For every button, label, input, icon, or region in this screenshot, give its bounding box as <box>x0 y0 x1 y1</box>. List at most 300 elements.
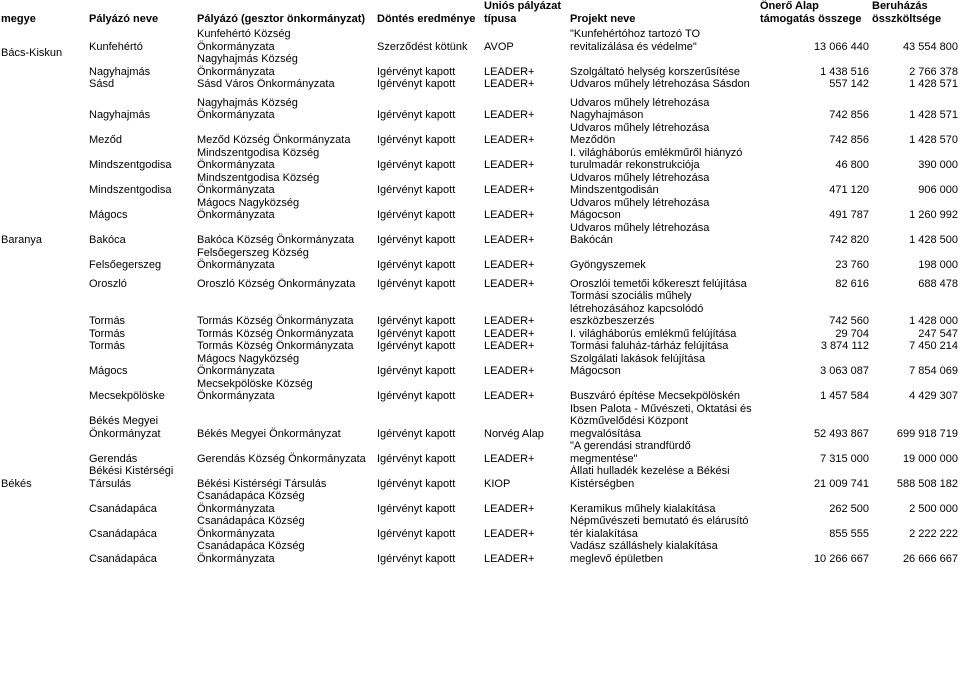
table-row <box>0 197 960 222</box>
cell-gesztor <box>196 378 376 403</box>
header-megye: megye <box>1 13 36 25</box>
table-row <box>0 53 960 78</box>
cell-projekt <box>569 290 759 328</box>
cell-gesztor <box>196 28 376 53</box>
cell-dontes <box>376 197 483 222</box>
megye-text: Békés <box>1 477 32 490</box>
dontes-text: Igérvényt kapott <box>377 477 456 490</box>
beruhazas-text: 1 428 570 <box>909 134 958 146</box>
cell-beruhazas <box>871 222 960 247</box>
cell-palyazo-neve <box>88 53 196 78</box>
nev-line: Békési Kistérségi <box>89 465 174 477</box>
cell-palyazo-neve <box>88 78 196 91</box>
beruhazas-text: 2 766 378 <box>909 65 958 78</box>
cell-projekt <box>569 440 759 465</box>
cell-projekt <box>569 328 759 341</box>
tipus-text: LEADER+ <box>484 340 535 352</box>
cell-dontes <box>376 490 483 515</box>
beruhazas-text: 688 478 <box>918 277 958 290</box>
table-row <box>0 122 960 147</box>
cell-beruhazas <box>871 290 960 328</box>
cell-projekt <box>569 97 759 122</box>
cell-onero <box>759 147 871 172</box>
onero-text: 29 704 <box>835 327 869 340</box>
cell-gesztor <box>196 540 376 565</box>
cell-onero <box>759 78 871 91</box>
projekt-line: "A gerendási strandfürdő <box>570 440 691 452</box>
cell-tipus <box>483 290 569 328</box>
cell-dontes <box>376 172 483 197</box>
cell-projekt <box>569 490 759 515</box>
projekt-line: megmentése" <box>570 452 638 465</box>
cell-palyazo-neve <box>88 278 196 291</box>
projekt-line: Mágocson <box>570 365 621 377</box>
projekt-line: Ibsen Palota - Művészeti, Oktatási és <box>570 402 752 415</box>
cell-projekt <box>569 515 759 540</box>
onero-text: 471 120 <box>829 184 869 196</box>
projekt-line: Meződön <box>570 134 616 146</box>
gesztor-line: Önkormányzata <box>197 109 275 121</box>
table-row <box>0 222 960 247</box>
gesztor-line: Önkormányzata <box>197 365 275 377</box>
dontes-text: Igérvényt kapott <box>377 159 456 171</box>
projekt-line: Keramikus műhely kialakítása <box>570 502 716 515</box>
nev-text: Mindszentgodisa <box>89 159 172 171</box>
gesztor-line: Mágocs Nagyközség <box>197 196 300 209</box>
cell-onero <box>759 515 871 540</box>
cell-palyazo-neve <box>88 222 196 247</box>
table-row <box>0 28 960 53</box>
cell-beruhazas <box>871 403 960 441</box>
cell-beruhazas <box>871 78 960 91</box>
cell-tipus <box>483 490 569 515</box>
nev-text: Oroszló <box>89 277 127 290</box>
cell-tipus <box>483 403 569 441</box>
onero-text: 742 820 <box>829 234 869 246</box>
cell-projekt <box>569 122 759 147</box>
beruhazas-text: 2 222 222 <box>909 527 958 540</box>
table-row <box>0 97 960 122</box>
cell-palyazo-neve <box>88 378 196 403</box>
table-row <box>0 172 960 197</box>
beruhazas-text: 43 554 800 <box>902 40 958 53</box>
cell-dontes <box>376 28 483 53</box>
dontes-text: Igérvényt kapott <box>377 327 456 340</box>
cell-projekt <box>569 247 759 272</box>
cell-megye <box>0 78 88 403</box>
gesztor-line: Önkormányzata <box>197 209 275 221</box>
projekt-line: I. világháborús emlékmű felújítása <box>570 327 737 340</box>
projekt-line: meglevő épületben <box>570 552 663 565</box>
cell-projekt <box>569 403 759 441</box>
cell-gesztor <box>196 290 376 328</box>
header-palyazo-neve: Pályázó neve <box>89 13 159 25</box>
cell-beruhazas <box>871 328 960 341</box>
nev-text: Tormás <box>89 327 126 340</box>
dontes-text: Igérvényt kapott <box>377 134 456 146</box>
cell-gesztor <box>196 122 376 147</box>
tipus-text: LEADER+ <box>484 159 535 171</box>
cell-projekt <box>569 340 759 353</box>
beruhazas-text: 1 428 571 <box>909 78 958 90</box>
cell-gesztor <box>196 197 376 222</box>
beruhazas-text: 247 547 <box>918 327 958 340</box>
cell-tipus <box>483 278 569 291</box>
beruhazas-text: 198 000 <box>918 259 958 271</box>
dontes-text: Igérvényt kapott <box>377 78 456 90</box>
tipus-text: LEADER+ <box>484 452 535 465</box>
cell-palyazo-neve <box>88 353 196 378</box>
cell-tipus <box>483 340 569 353</box>
dontes-text: Igérvényt kapott <box>377 315 456 327</box>
projekt-line: létrehozásához kapcsolódó <box>570 302 704 315</box>
tipus-text: LEADER+ <box>484 277 535 290</box>
beruhazas-text: 1 428 500 <box>909 234 958 246</box>
cell-gesztor <box>196 440 376 465</box>
header-row <box>0 0 960 28</box>
cell-dontes <box>376 403 483 441</box>
table-row <box>0 440 960 465</box>
cell-onero <box>759 403 871 441</box>
nev-line: Békés Megyei <box>89 415 159 427</box>
cell-palyazo-neve <box>88 515 196 540</box>
table-row <box>0 340 960 353</box>
onero-text: 21 009 741 <box>813 477 869 490</box>
header-beruhazas-line1: Beruházás <box>872 0 928 12</box>
cell-palyazo-neve <box>88 540 196 565</box>
cell-beruhazas <box>871 147 960 172</box>
cell-onero <box>759 353 871 378</box>
cell-tipus <box>483 378 569 403</box>
cell-beruhazas <box>871 540 960 565</box>
header-unios-line1: Uniós pályázat <box>484 0 562 12</box>
tipus-text: LEADER+ <box>484 502 535 515</box>
cell-tipus <box>483 78 569 91</box>
onero-text: 1 438 516 <box>820 65 869 78</box>
cell-beruhazas <box>871 247 960 272</box>
tipus-text: KIOP <box>484 477 511 490</box>
cell-gesztor <box>196 278 376 291</box>
cell-tipus <box>483 540 569 565</box>
dontes-text: Igérvényt kapott <box>377 209 456 221</box>
cell-onero <box>759 53 871 78</box>
cell-dontes <box>376 247 483 272</box>
onero-text: 3 063 087 <box>820 365 869 377</box>
cell-projekt <box>569 540 759 565</box>
table-row <box>0 247 960 272</box>
cell-dontes <box>376 378 483 403</box>
nev-text: Mecsekpölöske <box>89 390 165 402</box>
nev-text: Nagyhajmás <box>89 109 151 121</box>
cell-gesztor <box>196 353 376 378</box>
megye-text: Baranya <box>1 234 42 246</box>
cell-tipus <box>483 328 569 341</box>
tipus-text: LEADER+ <box>484 209 535 221</box>
onero-text: 1 457 584 <box>820 390 869 402</box>
dontes-text: Igérvényt kapott <box>377 452 456 465</box>
cell-tipus <box>483 97 569 122</box>
cell-dontes <box>376 353 483 378</box>
header-onero-line2: támogatás összege <box>760 13 862 25</box>
cell-palyazo-neve <box>88 290 196 328</box>
dontes-text: Szerződést kötünk <box>377 40 468 53</box>
tipus-text: LEADER+ <box>484 390 535 402</box>
cell-onero <box>759 490 871 515</box>
nev-line: Önkormányzat <box>89 427 161 440</box>
table-row <box>0 540 960 565</box>
onero-text: 742 856 <box>829 134 869 146</box>
dontes-text: Igérvényt kapott <box>377 552 456 565</box>
onero-text: 82 616 <box>835 277 869 290</box>
onero-text: 23 760 <box>835 259 869 271</box>
cell-dontes <box>376 278 483 291</box>
beruhazas-text: 4 429 307 <box>909 390 958 402</box>
gesztor-line: Tormás Község Önkormányzata <box>197 315 354 327</box>
header-unios-tipus <box>483 0 569 28</box>
cell-tipus <box>483 353 569 378</box>
beruhazas-text: 26 666 667 <box>902 552 958 565</box>
cell-gesztor <box>196 515 376 540</box>
cell-beruhazas <box>871 490 960 515</box>
cell-projekt <box>569 222 759 247</box>
cell-dontes <box>376 53 483 78</box>
nev-text: Mágocs <box>89 209 128 221</box>
dontes-text: Igérvényt kapott <box>377 427 456 440</box>
cell-palyazo-neve <box>88 340 196 353</box>
gesztor-line: Mindszentgodisa Község <box>197 146 320 159</box>
cell-dontes <box>376 465 483 490</box>
cell-dontes <box>376 222 483 247</box>
cell-tipus <box>483 172 569 197</box>
projekt-line: megvalósítása <box>570 427 641 440</box>
projekt-line: Tormási faluház-tárház felújítása <box>570 340 729 352</box>
projekt-line: eszközbeszerzés <box>570 315 655 327</box>
cell-onero <box>759 540 871 565</box>
cell-onero <box>759 122 871 147</box>
cell-gesztor <box>196 222 376 247</box>
table-row <box>0 353 960 378</box>
projekt-line: Udvaros műhely létrehozása <box>570 196 710 209</box>
onero-text: 13 066 440 <box>813 40 869 53</box>
header-unios-line2: típusa <box>484 13 517 25</box>
table-row <box>0 328 960 341</box>
dontes-text: Igérvényt kapott <box>377 502 456 515</box>
cell-tipus <box>483 440 569 465</box>
cell-palyazo-neve <box>88 28 196 53</box>
cell-onero <box>759 378 871 403</box>
cell-projekt <box>569 353 759 378</box>
cell-palyazo-neve <box>88 465 196 490</box>
tipus-text: LEADER+ <box>484 315 535 327</box>
gesztor-line: Meződ Község Önkormányzata <box>197 134 351 146</box>
cell-tipus <box>483 147 569 172</box>
cell-beruhazas <box>871 278 960 291</box>
cell-megye <box>0 403 88 566</box>
tipus-text: LEADER+ <box>484 109 535 121</box>
projekt-line: Oroszlói temetői kőkereszt felújítása <box>570 277 747 290</box>
cell-onero <box>759 278 871 291</box>
header-gesztor: Pályázó (gesztor önkormányzat) <box>197 13 366 25</box>
cell-beruhazas <box>871 53 960 78</box>
gesztor-line: Csanádapáca Község <box>197 490 305 502</box>
beruhazas-text: 1 428 000 <box>909 315 958 327</box>
dontes-text: Igérvényt kapott <box>377 277 456 290</box>
gesztor-line: Önkormányzata <box>197 527 275 540</box>
nev-text: Csanádapáca <box>89 502 157 515</box>
beruhazas-text: 906 000 <box>918 184 958 196</box>
projekt-line: Buszváró építése Mecsekpölöskén <box>570 390 740 402</box>
gesztor-line: Tormás Község Önkormányzata <box>197 327 354 340</box>
cell-projekt <box>569 28 759 53</box>
onero-text: 3 874 112 <box>820 340 869 352</box>
dontes-text: Igérvényt kapott <box>377 365 456 377</box>
nev-text: Kunfehértó <box>89 40 143 53</box>
tipus-text: LEADER+ <box>484 327 535 340</box>
onero-text: 52 493 867 <box>813 427 869 440</box>
gesztor-line: Mindszentgodisa Község <box>197 171 320 184</box>
cell-onero <box>759 290 871 328</box>
cell-beruhazas <box>871 172 960 197</box>
onero-text: 855 555 <box>829 527 869 540</box>
onero-text: 10 266 667 <box>813 552 869 565</box>
gesztor-line: Önkormányzata <box>197 552 275 565</box>
cell-palyazo-neve <box>88 122 196 147</box>
tipus-text: Norvég Alap <box>484 427 544 440</box>
cell-tipus <box>483 197 569 222</box>
cell-projekt <box>569 147 759 172</box>
table-row <box>0 515 960 540</box>
projekt-line: Udvaros műhely létrehozása <box>570 171 710 184</box>
projekt-line: Állati hulladék kezelése a Békési <box>570 465 730 477</box>
beruhazas-text: 1 260 992 <box>909 209 958 221</box>
cell-projekt <box>569 78 759 91</box>
projekt-line: Udvaros műhely létrehozása <box>570 96 710 109</box>
megye-text: Bács-Kiskun <box>1 46 63 59</box>
gesztor-line: Nagyhajmás Község <box>197 96 298 109</box>
cell-dontes <box>376 122 483 147</box>
cell-palyazo-neve <box>88 490 196 515</box>
tipus-text: LEADER+ <box>484 184 535 196</box>
beruhazas-text: 588 508 182 <box>896 477 958 490</box>
onero-text: 491 787 <box>829 209 869 221</box>
cell-tipus <box>483 53 569 78</box>
gesztor-line: Gerendás Község Önkormányzata <box>197 452 366 465</box>
cell-gesztor <box>196 147 376 172</box>
cell-onero <box>759 222 871 247</box>
onero-text: 742 560 <box>829 315 869 327</box>
gesztor-line: Önkormányzata <box>197 40 275 53</box>
projekt-line: Udvaros műhely létrehozása Sásdon <box>570 78 750 90</box>
cell-dontes <box>376 515 483 540</box>
gesztor-line: Csanádapáca Község <box>197 540 305 552</box>
nev-text: Tormás <box>89 340 126 352</box>
beruhazas-text: 7 450 214 <box>909 340 958 352</box>
gesztor-line: Önkormányzata <box>197 502 275 515</box>
dontes-text: Igérvényt kapott <box>377 527 456 540</box>
gesztor-line: Bakóca Község Önkormányzata <box>197 234 355 246</box>
dontes-text: Igérvényt kapott <box>377 390 456 402</box>
table-row <box>0 290 960 328</box>
beruhazas-text: 390 000 <box>918 159 958 171</box>
tipus-text: LEADER+ <box>484 78 535 90</box>
nev-text: Tormás <box>89 315 126 327</box>
cell-dontes <box>376 440 483 465</box>
dontes-text: Igérvényt kapott <box>377 259 456 271</box>
gesztor-line: Önkormányzata <box>197 184 275 196</box>
cell-palyazo-neve <box>88 97 196 122</box>
gesztor-line: Oroszló Község Önkormányzata <box>197 277 356 290</box>
cell-tipus <box>483 222 569 247</box>
tipus-text: LEADER+ <box>484 552 535 565</box>
cell-tipus <box>483 465 569 490</box>
gesztor-line: Sásd Város Önkormányzata <box>197 78 335 90</box>
gesztor-line: Kunfehértó Község <box>197 28 291 40</box>
cell-gesztor <box>196 172 376 197</box>
projekt-line: Tormási szociális műhely <box>570 290 692 302</box>
projekt-line: Szolgálati lakások felújítása <box>570 352 706 365</box>
beruhazas-text: 2 500 000 <box>909 502 958 515</box>
table-row <box>0 378 960 403</box>
cell-gesztor <box>196 465 376 490</box>
dontes-text: Igérvényt kapott <box>377 340 456 352</box>
nev-text: Mindszentgodisa <box>89 184 172 196</box>
projekt-line: Mágocson <box>570 209 621 221</box>
cell-onero <box>759 197 871 222</box>
gesztor-line: Önkormányzata <box>197 65 275 78</box>
cell-onero <box>759 28 871 53</box>
tipus-text: LEADER+ <box>484 527 535 540</box>
dontes-text: Igérvényt kapott <box>377 234 456 246</box>
projekt-line: Nagyhajmáson <box>570 109 644 121</box>
header-beruhazas-line2: összköltsége <box>872 13 942 25</box>
cell-beruhazas <box>871 353 960 378</box>
cell-dontes <box>376 540 483 565</box>
cell-gesztor <box>196 490 376 515</box>
cell-beruhazas <box>871 97 960 122</box>
projekt-line: Népművészeti bemutató és elárusító <box>570 515 749 527</box>
projekt-line: "Kunfehértóhoz tartozó TO <box>570 28 701 40</box>
onero-text: 7 315 000 <box>820 452 869 465</box>
gesztor-line: Békési Kistérségi Társulás <box>197 477 327 490</box>
header-beruhazas <box>871 0 960 28</box>
beruhazas-text: 7 854 069 <box>909 365 958 377</box>
cell-onero <box>759 328 871 341</box>
cell-projekt <box>569 197 759 222</box>
cell-palyazo-neve <box>88 440 196 465</box>
cell-beruhazas <box>871 440 960 465</box>
cell-gesztor <box>196 403 376 441</box>
cell-onero <box>759 172 871 197</box>
projekt-line: Bakócán <box>570 234 613 246</box>
onero-text: 46 800 <box>835 159 869 171</box>
nev-text: Felsőegerszeg <box>89 259 162 271</box>
nev-line: Társulás <box>89 477 132 490</box>
beruhazas-text: 1 428 571 <box>909 109 958 121</box>
nev-text: Meződ <box>89 134 123 146</box>
cell-megye <box>0 28 88 78</box>
onero-text: 557 142 <box>829 78 869 90</box>
cell-dontes <box>376 78 483 91</box>
gesztor-line: Mágocs Nagyközség <box>197 352 300 365</box>
projekt-line: Mindszentgodisán <box>570 184 659 196</box>
cell-beruhazas <box>871 465 960 490</box>
cell-dontes <box>376 340 483 353</box>
gesztor-line: Felsőegerszeg Község <box>197 246 309 259</box>
cell-dontes <box>376 328 483 341</box>
cell-gesztor <box>196 340 376 353</box>
cell-onero <box>759 465 871 490</box>
cell-projekt <box>569 378 759 403</box>
